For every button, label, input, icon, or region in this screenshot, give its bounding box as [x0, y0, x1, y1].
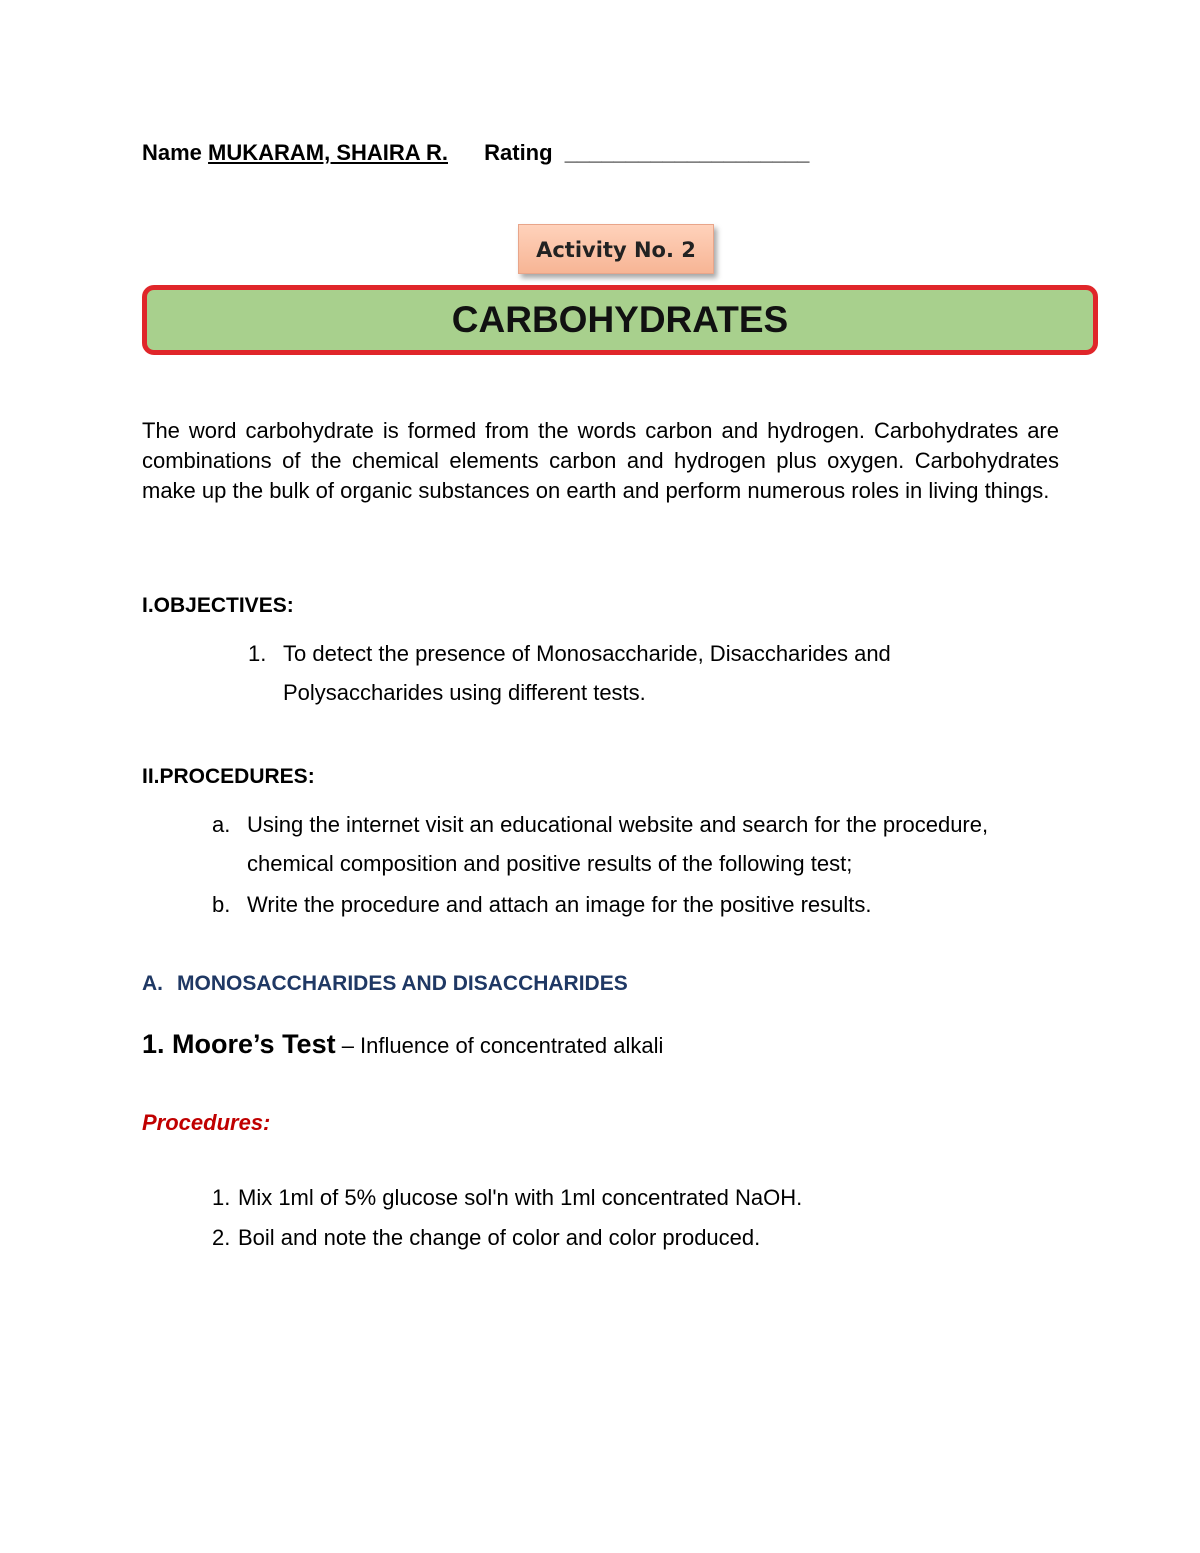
procedure-a-line-1: Using the internet visit an educational website and search for the procedure,	[247, 812, 989, 837]
procedures-heading: II.PROCEDURES:	[142, 765, 315, 788]
test-heading	[142, 1029, 663, 1060]
rating-blank: ____________________	[564, 140, 810, 165]
objective-marker: 1.	[248, 641, 267, 666]
intro-paragraph: The word carbohydrate is formed from the words carbon and hydrogen. Carbohydrates are combinations of the chemical elements carbon and hydrogen plus oxygen. Carbohydrates make up the bulk of organic substances on earth and perform numerous roles in living things.	[142, 418, 1059, 503]
objective-text-line-1: To detect the presence of Monosaccharide, Disaccharides and	[283, 641, 891, 666]
procedure-marker-b: b.	[212, 892, 231, 917]
procedure-b-line-1: Write the procedure and attach an image for the positive results.	[247, 892, 872, 917]
page-title: CARBOHYDRATES	[142, 285, 1098, 355]
rating-label: Rating	[484, 140, 553, 165]
procedure-a-line-2: chemical composition and positive results of the following test;	[247, 851, 853, 876]
objectives-heading: I.OBJECTIVES:	[142, 594, 294, 617]
objective-text-line-2: Polysaccharides using different tests.	[283, 680, 646, 705]
step-marker-2: 2.	[212, 1225, 231, 1250]
test-description: Influence of concentrated alkali	[360, 1033, 664, 1058]
name-label: Name	[142, 140, 202, 165]
test-dash: –	[335, 1033, 361, 1058]
step-text-2: Boil and note the change of color and color produced.	[238, 1225, 761, 1250]
activity-badge: Activity No. 2	[518, 224, 714, 274]
student-name: MUKARAM, SHAIRA R.	[208, 140, 448, 165]
objective-item	[248, 639, 266, 669]
test-name: Moore’s Test	[172, 1029, 336, 1059]
test-procedures-heading: Procedures:	[142, 1110, 271, 1135]
step-text-1: Mix 1ml of 5% glucose sol'n with 1ml concentrated NaOH.	[238, 1185, 803, 1210]
section-a-marker: A.	[142, 972, 163, 995]
procedure-marker-a: a.	[212, 812, 231, 837]
test-number: 1.	[142, 1029, 165, 1059]
section-a-heading	[142, 972, 628, 996]
name-rating-line	[142, 140, 809, 166]
section-a-title: MONOSACCHARIDES AND DISACCHARIDES	[177, 972, 628, 995]
step-marker-1: 1.	[212, 1185, 231, 1210]
